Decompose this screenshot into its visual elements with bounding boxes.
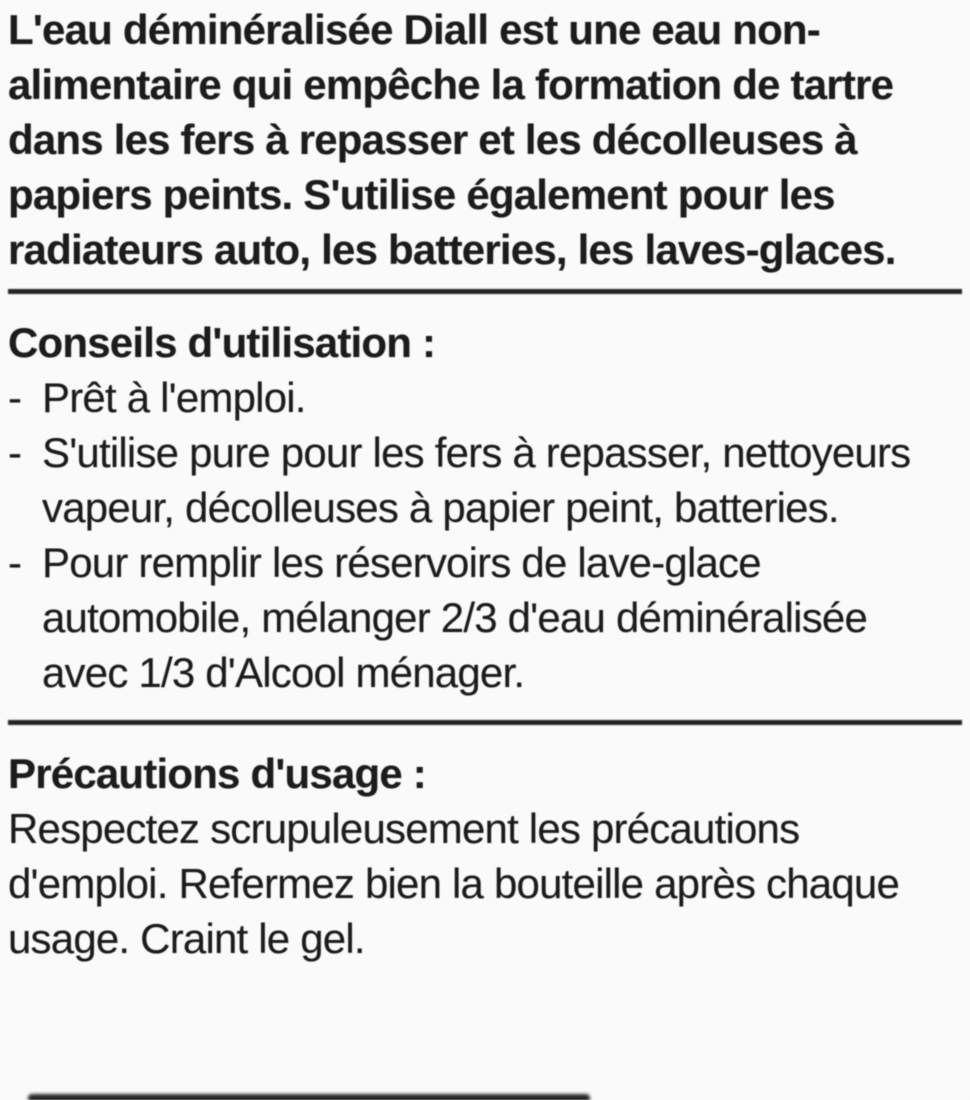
usage-item-text: Prêt à l'emploi.: [42, 374, 306, 421]
bullet-dash: -: [8, 539, 22, 586]
list-item: [8, 370, 962, 425]
usage-list: [8, 370, 962, 700]
bullet-dash: -: [8, 429, 22, 476]
section-divider-top: [8, 289, 962, 294]
bullet-dash: -: [8, 374, 22, 421]
list-item: [8, 535, 962, 700]
usage-item-text: S'utilise pure pour les fers à repasser, nettoyeurs vapeur, décolleuses à papier peint, batteries.: [42, 429, 911, 531]
usage-section-heading: Conseils d'utilisation :: [8, 319, 436, 366]
section-divider-bottom: [8, 720, 962, 725]
list-item: [8, 425, 962, 535]
intro-paragraph: L'eau déminéralisée Diall est une eau non-alimentaire qui empêche la formation de tartre dans les fers à repasser et les décolleuses à papiers peints. S'utilise également pour les radiateurs auto, les batteries, les laves-glaces.: [8, 6, 896, 273]
precautions-section-heading: Précautions d'usage :: [8, 750, 426, 797]
bottom-cropped-rule: [28, 1094, 590, 1100]
precautions-paragraph: Respectez scrupuleusement les précautions d'emploi. Refermez bien la bouteille après chaque usage. Craint le gel.: [8, 805, 900, 962]
usage-item-text: Pour remplir les réservoirs de lave-glace automobile, mélanger 2/3 d'eau déminéralisée avec 1/3 d'Alcool ménager.: [42, 539, 868, 696]
